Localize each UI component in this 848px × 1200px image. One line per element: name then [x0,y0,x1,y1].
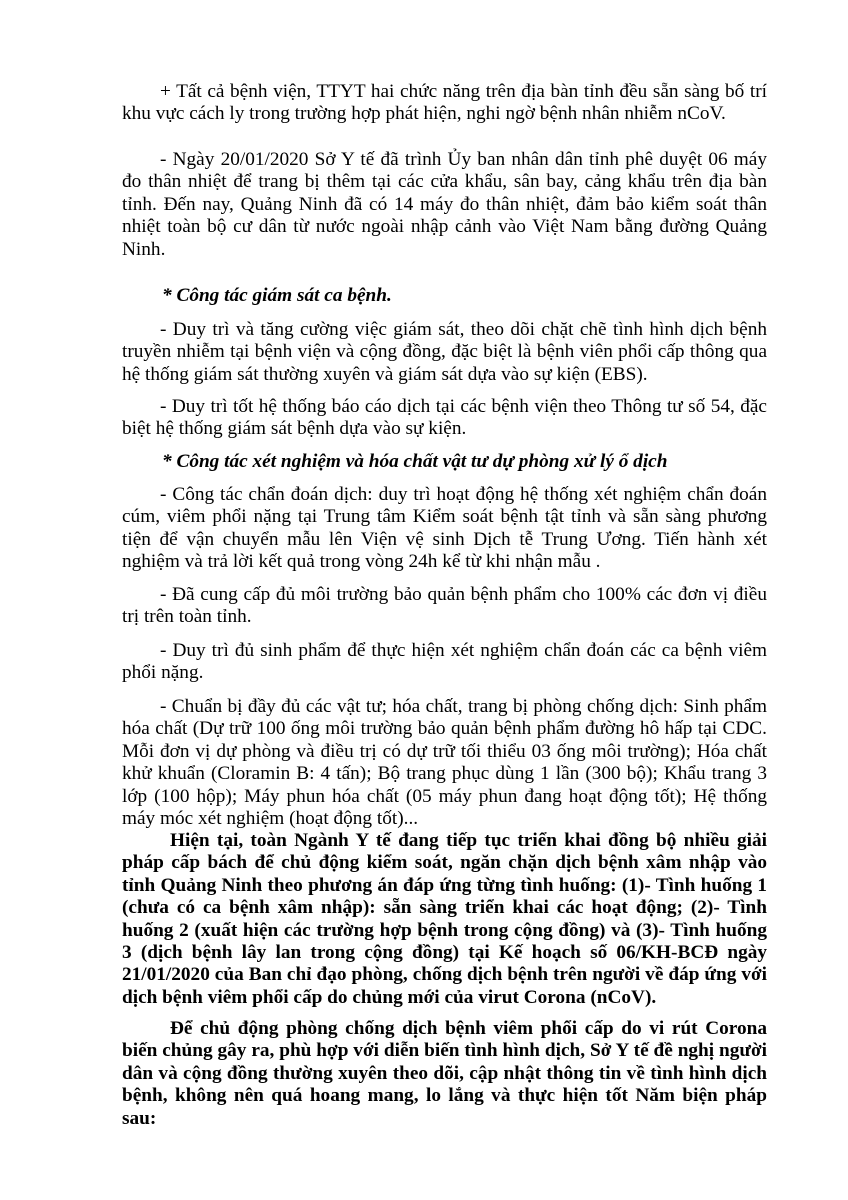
paragraph-thermometers: - Ngày 20/01/2020 Sở Y tế đã trình Ủy ban nhân dân tỉnh phê duyệt 06 máy đo thân nhiệt để trang bị thêm tại các cửa khẩu, sân bay, cảng khẩu trên địa bàn tỉnh. Đến nay, Quảng Ninh đã có 14 máy đo thân nhiệt, đảm bảo kiểm soát thân nhiệt toàn bộ cư dân từ nước ngoài nhập cảnh vào Việt Nam bằng đường Quảng Ninh. [122,149,767,260]
paragraph-biologicals: - Duy trì đủ sinh phẩm để thực hiện xét nghiệm chẩn đoán các ca bệnh viêm phổi nặng. [122,640,767,684]
paragraph-supplies: - Chuẩn bị đầy đủ các vật tư; hóa chất, trang bị phòng chống dịch: Sinh phẩm hóa chất (Dự trữ 100 ống môi trường bảo quản bệnh phẩm đường hô hấp tại CDC. Mỗi đơn vị dự phòng và điều trị có dự trữ tối thiểu 03 ống môi trường); Hóa chất khử khuẩn (Cloramin B: 4 tấn); Bộ trang phục dùng 1 lần (300 bộ); Khẩu trang 3 lớp (100 hộp); Máy phun hóa chất (05 máy phun đang hoạt động tốt); Hệ thống máy móc xét nghiệm (hoạt động tốt)... [122,696,767,830]
heading-case-surveillance: * Công tác giám sát ca bệnh. [162,285,392,306]
paragraph-surveillance: - Duy trì và tăng cường việc giám sát, theo dõi chặt chẽ tình hình dịch bệnh truyền nhiễm tại bệnh viện và cộng đồng, đặc biệt là bệnh viên phổi cấp thông qua hệ thống giám sát thường xuyên và giám sát dựa vào sự kiện (EBS). [122,319,767,385]
paragraph-isolation-areas: + Tất cả bệnh viện, TTYT hai chức năng trên địa bàn tỉnh đều sẵn sàng bố trí khu vực cách ly trong trường hợp phát hiện, nghi ngờ bệnh nhân nhiễm nCoV. [122,81,767,125]
paragraph-reporting-system: - Duy trì tốt hệ thống báo cáo dịch tại các bệnh viện theo Thông tư số 54, đặc biệt hệ thống giám sát bệnh dựa vào sự kiện. [122,396,767,440]
paragraph-recommendation: Để chủ động phòng chống dịch bệnh viêm phổi cấp do vi rút Corona biến chủng gây ra, phù hợp với diễn biến tình hình dịch, Sở Y tế đề nghị người dân và cộng đồng thường xuyên theo dõi, cập nhật thông tin về tình hình dịch bệnh, không nên quá hoang mang, lo lắng và thực hiện tốt Năm biện pháp sau: [122,1018,767,1129]
heading-testing-chemicals: * Công tác xét nghiệm và hóa chất vật tư dự phòng xử lý ổ dịch [162,451,668,472]
paragraph-specimen-media: - Đã cung cấp đủ môi trường bảo quản bệnh phẩm cho 100% các đơn vị điều trị trên toàn tỉnh. [122,584,767,628]
paragraph-current-situation: Hiện tại, toàn Ngành Y tế đang tiếp tục triển khai đồng bộ nhiều giải pháp cấp bách để chủ động kiểm soát, ngăn chặn dịch bệnh xâm nhập vào tỉnh Quảng Ninh theo phương án đáp ứng từng tình huống: (1)- Tình huống 1 (chưa có ca bệnh xâm nhập): sẵn sàng triển khai các hoạt động; (2)- Tình huống 2 (xuất hiện các trường hợp bệnh trong cộng đồng) và (3)- Tình huống 3 (dịch bệnh lây lan trong cộng đồng) tại Kế hoạch số 06/KH-BCĐ ngày 21/01/2020 của Ban chỉ đạo phòng, chống dịch bệnh trên người về đáp ứng với dịch bệnh viêm phổi cấp do chủng mới của virut Corona (nCoV). [122,830,767,1008]
paragraph-diagnosis: - Công tác chẩn đoán dịch: duy trì hoạt động hệ thống xét nghiệm chẩn đoán cúm, viêm phổi nặng tại Trung tâm Kiểm soát bệnh tật tỉnh và sẵn sàng phương tiện để vận chuyển mẫu lên Viện vệ sinh Dịch tễ Trung Ương. Tiến hành xét nghiệm và trả lời kết quả trong vòng 24h kể từ khi nhận mẫu . [122,484,767,573]
